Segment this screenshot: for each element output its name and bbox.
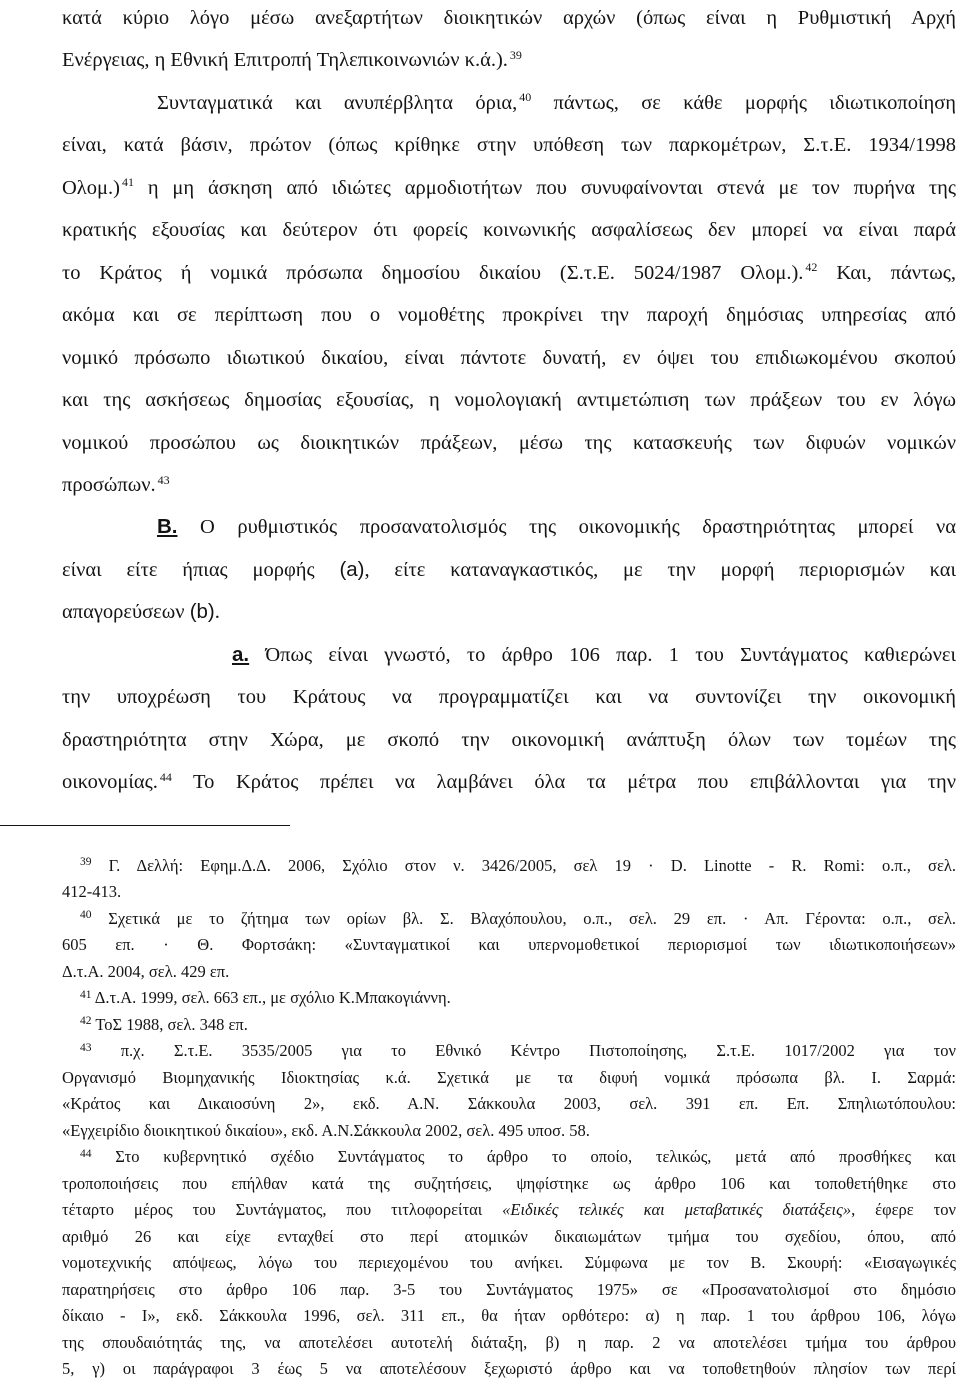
footnote-text: , έφερε τον <box>851 1200 956 1220</box>
footnote-line <box>62 1330 956 1357</box>
body-line <box>62 591 956 633</box>
body-text: ακόμα και σε περίπτωση που ο νομοθέτης προκρίνει την παροχή δημόσιας υπηρεσίας από <box>62 304 956 327</box>
footnote-line: 41 Δ.τ.Α. 1999, σελ. 663 επ., με σχόλιο Κ.Μπακογιάννη. <box>80 988 451 1008</box>
body-text: δραστηριότητα στην Χώρα, με σκοπό την οικονομική ανάπτυξη όλων των τομέων της <box>62 728 956 751</box>
footnote-line <box>62 1277 956 1304</box>
footnote-line <box>62 1197 956 1224</box>
body-text: , είτε καταναγκαστικός, με την μορφή περιορισμών και <box>364 558 956 581</box>
footnote-line <box>62 879 956 906</box>
body-line <box>62 422 956 464</box>
footnote-text: τέταρτο μέρος του Συντάγματος, που τιτλοφορείται <box>62 1200 503 1220</box>
footnote-ref: 42 <box>805 260 818 275</box>
body-text: και της ασκήσεως δημοσίας εξουσίας, η νομολογιακή αντιμετώπιση των πράξεων του εν λόγω <box>62 389 956 412</box>
footnote-text: νομοτεχνικής απόψεως, λόγω του περιεχομένου του ανήκει. Σύμφωνα με τον Β. Σκουρή: «Εισαγωγικές <box>62 1253 956 1273</box>
body-text: νομικό πρόσωπο ιδιωτικού δικαίου, είναι πάντοτε δυνατή, εν όψει του επιδιωκομένου σκοπού <box>62 346 956 369</box>
footnote-ref: 44 <box>159 769 172 784</box>
subsection-marker: a. <box>232 642 250 666</box>
footnotes <box>62 853 956 1383</box>
footnote-text: τροποποιήσεις που επήλθαν κατά της συζητήσεις, ψηφίστηκε ως άρθρο 106 και τοποθετήθηκε στο <box>62 1173 956 1193</box>
body-line <box>62 82 956 124</box>
body-line <box>62 39 956 81</box>
footnote-text: αριθμό 26 και είχε ενταχθεί στο περί ατομικών δικαιωμάτων τμήμα του σχεδίου, όπου, από <box>62 1226 956 1246</box>
body-text: πάντως, σε κάθε μορφής ιδιωτικοποίηση <box>531 91 956 114</box>
body-text: προσώπων. <box>62 473 156 496</box>
section-marker: B. <box>157 515 178 539</box>
body-text: Ο ρυθμιστικός προσανατολισμός της οικονομικής δραστηριότητας μπορεί να <box>177 516 956 539</box>
footnote-italic-title: «Ειδικές τελικές και μεταβατικές διατάξεις» <box>502 1200 852 1220</box>
footnote-text: Δ.τ.Α. 1999, σελ. 663 επ., με σχόλιο Κ.Μπακογιάννη. <box>91 988 451 1008</box>
footnote-line <box>62 1118 956 1145</box>
body-line <box>62 761 956 803</box>
footnote-ref: 41 <box>121 175 134 190</box>
footnote-line <box>62 932 956 959</box>
body-text: Συνταγματικά και ανυπέρβλητα όρια, <box>157 91 518 114</box>
footnote-line <box>62 1171 956 1198</box>
body-text: την υποχρέωση του Κράτους να προγραμματίζει και να συντονίζει την οικονομική <box>62 686 956 709</box>
footnote-line <box>62 1303 956 1330</box>
body-text: απαγορεύσεων <box>62 601 190 624</box>
footnote-text: «Εγχειρίδιο διοικητικού δικαίου», εκδ. Α.Ν.Σάκκουλα 2002, σελ. 495 υποσ. 58. <box>62 1120 590 1140</box>
body-text: Και, πάντως, <box>817 261 957 284</box>
footnote-text: 412-413. <box>62 882 122 902</box>
footnote-text: Δ.τ.Α. 2004, σελ. 429 επ. <box>62 961 230 981</box>
footnote-line: 40 Σχετικά με το ζήτημα των ορίων βλ. Σ. Βλαχόπουλου, ο.π., σελ. 29 επ. · Απ. Γέροντα: ο.π., σελ. <box>80 908 956 928</box>
body-line <box>62 294 956 336</box>
body-text: Ενέργειας, η Εθνική Επιτροπή Τηλεπικοινωνιών κ.ά.). <box>62 49 508 72</box>
body-line <box>62 676 956 718</box>
footnote-line: 42 ΤοΣ 1988, σελ. 348 επ. <box>80 1014 248 1034</box>
body-line <box>62 634 956 676</box>
footnote-text: Οργανισμό Βιομηχανικής Ιδιοκτησίας κ.ά. Σχετικά με τα διφυή νομικά πρόσωπα βλ. Ι. Σαρμά: <box>62 1067 956 1087</box>
option-label: (b) <box>189 600 215 624</box>
body-line <box>62 209 956 251</box>
option-label: (a) <box>339 557 365 581</box>
footnote-line <box>62 1091 956 1118</box>
footnote-text: της σπουδαιότητάς της, να αποτελέσει αυτοτελή διάταξη, β) η παρ. 2 να αποτελέσει τμήμα του άρθρου <box>62 1332 956 1352</box>
footnote-line: 43 π.χ. Σ.τ.Ε. 3535/2005 για το Εθνικό Κέντρο Πιστοποίησης, Σ.τ.Ε. 1017/2002 για τον <box>80 1041 956 1061</box>
body-text: κατά κύριο λόγο μέσω ανεξαρτήτων διοικητικών αρχών (όπως είναι η Ρυθμιστική Αρχή <box>62 7 956 29</box>
footnote-line: 39 Γ. Δελλή: Εφημ.Δ.Δ. 2006, Σχόλιο στον ν. 3426/2005, σελ 19 · D. Linotte - R. Romi: ο.π., σελ. <box>80 855 956 875</box>
footnote-text: δίκαιο - Ι», εκδ. Σάκκουλα 1996, σελ. 311 επ., θα ήταν ορθότερο: α) η παρ. 1 του άρθρου 106, λόγω <box>62 1306 956 1326</box>
body-text: κρατικής εξουσίας και δεύτερον ότι φορείς κοινωνικής ασφαλίσεως δεν μπορεί να είναι παρά <box>62 219 956 242</box>
footnote-text: Γ. Δελλή: Εφημ.Δ.Δ. 2006, Σχόλιο στον ν. 3426/2005, σελ 19 · D. Linotte - R. Romi: ο.π., σελ. <box>91 855 956 875</box>
body-text: . <box>214 601 220 624</box>
footnote-line <box>62 1250 956 1277</box>
body-text: Ολομ.) <box>62 176 120 199</box>
body-line <box>62 506 956 548</box>
footnote-text: π.χ. Σ.τ.Ε. 3535/2005 για το Εθνικό Κέντρο Πιστοποίησης, Σ.τ.Ε. 1017/2002 για τον <box>91 1041 956 1061</box>
footnote-text: παρατηρήσεις στο άρθρο 106 παρ. 3-5 του Συντάγματος 1975» σε «Προσανατολισμοί στο δημόσιο <box>62 1279 956 1299</box>
body-line <box>62 167 956 209</box>
footnote-ref: 39 <box>509 48 522 63</box>
body-line <box>62 549 956 591</box>
body-text: είναι είτε ήπιας μορφής <box>62 558 340 581</box>
footnote-text: 5, γ) οι παράγραφοι 3 έως 5 να αποτελέσουν ξεχωριστό άρθρο και να τοποθετηθούν πλησίον των περί <box>62 1359 956 1379</box>
footnote-ref: 40 <box>519 90 532 105</box>
footnote-separator <box>0 825 290 826</box>
footnote-line <box>62 1356 956 1383</box>
footnote-text: «Κράτος και Δικαιοσύνη 2», εκδ. Α.Ν. Σάκκουλα 2003, σελ. 391 επ. Επ. Σπηλιωτόπουλου: <box>62 1094 956 1114</box>
body-text: το Κράτος ή νομικά πρόσωπα δημοσίου δικαίου (Σ.τ.Ε. 5024/1987 Ολομ.). <box>62 261 804 284</box>
footnote-line <box>62 959 956 986</box>
body-line <box>62 0 956 39</box>
body-line <box>62 719 956 761</box>
body-line <box>62 379 956 421</box>
footnote-text: Στο κυβερνητικό σχέδιο Συντάγματος το άρθρο το οποίο, τελικώς, μετά από προσθήκες και <box>91 1147 956 1167</box>
main-text <box>62 0 956 804</box>
body-line <box>62 464 956 506</box>
footnote-text: ΤοΣ 1988, σελ. 348 επ. <box>91 1014 248 1034</box>
body-text: Το Κράτος πρέπει να λαμβάνει όλα τα μέτρα που επιβάλλονται για την <box>171 771 956 794</box>
body-text: νομικού προσώπου ως διοικητικών πράξεων, μέσω της κατασκευής των διφυών νομικών <box>62 431 956 454</box>
body-line <box>62 337 956 379</box>
footnote-line: 44 Στο κυβερνητικό σχέδιο Συντάγματος το άρθρο το οποίο, τελικώς, μετά από προσθήκες και <box>80 1147 956 1167</box>
footnote-line <box>62 1224 956 1251</box>
body-line <box>62 252 956 294</box>
footnote-text: 605 επ. · Θ. Φορτσάκη: «Συνταγματικοί και υπερνομοθετικοί περιορισμοί των ιδιωτικοποιήσεων» <box>62 935 956 955</box>
body-text: η μη άσκηση από ιδιώτες αρμοδιοτήτων που συνυφαίνονται στενά με τον πυρήνα της <box>133 176 956 199</box>
footnote-ref: 43 <box>157 472 170 487</box>
body-text: οικονομίας. <box>62 771 158 794</box>
body-line <box>62 124 956 166</box>
footnote-text: Σχετικά με το ζήτημα των ορίων βλ. Σ. Βλαχόπουλου, ο.π., σελ. 29 επ. · Απ. Γέροντα: ο.π., σελ. <box>91 908 956 928</box>
footnote-line <box>62 1065 956 1092</box>
body-text: είναι, κατά βάσιν, πρώτον (όπως κρίθηκε στην υπόθεση των παρκομέτρων, Σ.τ.Ε. 1934/1998 <box>62 134 956 157</box>
body-text: Όπως είναι γνωστό, το άρθρο 106 παρ. 1 του Συντάγματος καθιερώνει <box>249 643 956 666</box>
